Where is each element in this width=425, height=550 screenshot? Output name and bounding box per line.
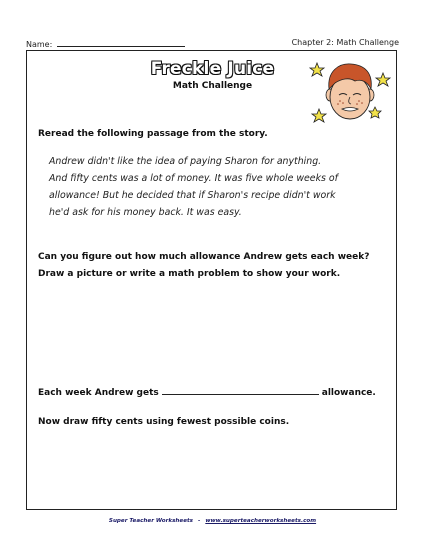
question-line: Draw a picture or write a math problem to show your work.	[38, 269, 341, 279]
star-icon	[312, 109, 326, 122]
passage-line: he'd ask for his money back. It was easy.	[49, 207, 242, 218]
star-icon	[369, 107, 381, 118]
page-subtitle: Math Challenge	[172, 81, 253, 91]
freckled-boy-icon	[309, 57, 391, 127]
footer-brand: Super Teacher Worksheets	[108, 518, 193, 524]
story-passage	[49, 153, 399, 221]
question-line: Can you figure out how much allowance Andrew gets each week?	[38, 252, 370, 262]
coins-prompt: Now draw fifty cents using fewest possible coins.	[38, 417, 290, 427]
footer	[0, 518, 425, 524]
name-line	[26, 38, 185, 49]
star-icon	[310, 63, 324, 76]
allowance-suffix: allowance.	[321, 388, 376, 398]
passage-line: allowance! But he decided that if Sharon's recipe didn't work	[49, 190, 336, 201]
chapter-label: Chapter 2: Math Challenge	[291, 38, 399, 47]
footer-url-link[interactable]: www.superteacherworksheets.com	[205, 518, 317, 524]
passage-line: Andrew didn't like the idea of paying Sharon for anything.	[49, 156, 322, 167]
question-text	[38, 249, 369, 283]
passage-line: And fifty cents was a lot of money. It was five whole weeks of	[49, 173, 338, 184]
star-icon	[376, 73, 390, 86]
instruction-text: Reread the following passage from the story.	[38, 129, 268, 139]
allowance-blank[interactable]	[162, 385, 319, 395]
name-blank[interactable]	[57, 38, 185, 47]
allowance-prefix: Each week Andrew gets	[38, 388, 159, 398]
worksheet-frame	[26, 50, 397, 510]
name-label: Name:	[26, 40, 53, 49]
footer-separator: -	[198, 518, 201, 524]
page-title: Freckle Juice	[150, 59, 275, 79]
allowance-sentence	[38, 385, 376, 398]
